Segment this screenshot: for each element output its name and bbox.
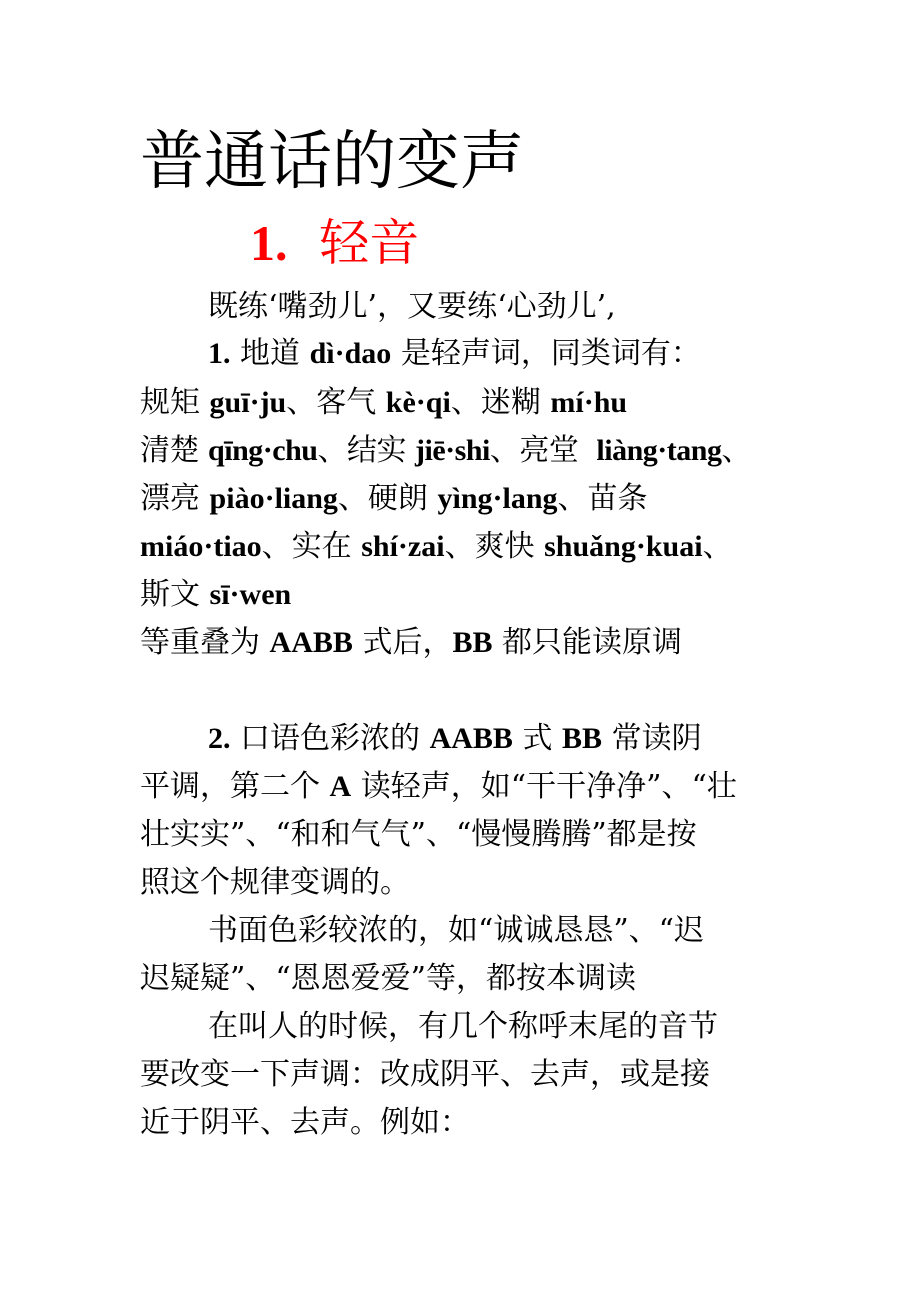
text: 读轻声，如“干干净净”、“壮 <box>360 769 737 804</box>
word: 、亮堂 <box>489 433 579 468</box>
text-line-15: 在叫人的时候，有几个称呼末尾的音节 <box>208 1009 718 1044</box>
text-line-5 <box>140 476 648 522</box>
pattern: BB <box>562 722 603 755</box>
text-line-11: 壮实实”、“和和气气”、“慢慢腾腾”都是按 <box>140 817 697 852</box>
pattern: A <box>329 770 352 803</box>
pinyin: miáo·tiao <box>140 530 262 563</box>
word: 、苗条 <box>557 481 648 516</box>
text: 口语色彩浓的 <box>240 721 421 756</box>
pinyin: dì·dao <box>309 337 392 370</box>
text-line-14: 迟疑疑”、“恩恩爱爱”等，都按本调读 <box>140 961 637 996</box>
page-title: 普通话的变声 <box>140 125 524 199</box>
text: 等重叠为 <box>140 625 260 660</box>
text: 都只能读原调 <box>502 625 683 660</box>
text-line-3 <box>140 380 627 426</box>
pattern: AABB <box>429 722 513 755</box>
word: 、实在 <box>261 529 352 564</box>
section-heading <box>250 212 419 274</box>
section-number: 1. <box>250 215 288 271</box>
word: 、爽快 <box>444 529 535 564</box>
word: 、结实 <box>317 433 406 468</box>
pinyin: shuǎng·kuai <box>544 530 703 563</box>
pattern: AABB <box>269 626 353 659</box>
text-line-1: 既练‘嘴劲儿’，又要练‘心劲儿’, <box>208 289 616 324</box>
word: 斯文 <box>140 577 200 612</box>
pinyin: shí·zai <box>361 530 445 563</box>
pinyin: piào·liang <box>209 482 338 515</box>
word: 、迷糊 <box>450 385 541 420</box>
pinyin: mí·hu <box>550 386 628 419</box>
word: 、硬朗 <box>337 481 428 516</box>
word: 清楚 <box>140 433 199 468</box>
text: 式 <box>522 721 553 756</box>
text-line-12: 照这个规律变调的。 <box>140 865 410 900</box>
text-line-13: 书面色彩较浓的，如“诚诚恳恳”、“迟 <box>208 913 705 948</box>
word: 规矩 <box>140 385 200 420</box>
word: 、客气 <box>286 385 377 420</box>
text: 是轻声词，同类词有： <box>400 336 701 371</box>
item-number: 1. <box>208 337 231 370</box>
pinyin: liàng·tang <box>596 434 722 467</box>
text-line-6 <box>140 524 733 570</box>
text: 式后， <box>362 625 453 660</box>
text-line-17: 近于阴平、去声。例如： <box>140 1105 470 1140</box>
pinyin: sī·wen <box>209 578 292 611</box>
pinyin: kè·qi <box>385 386 451 419</box>
word: 、 <box>721 433 751 468</box>
word: 地道 <box>240 336 301 371</box>
pinyin: jiē·shi <box>415 434 490 467</box>
text-line-2 <box>208 331 701 377</box>
pinyin: guī·ju <box>209 386 287 419</box>
pattern: BB <box>452 626 493 659</box>
section-title: 轻音 <box>319 214 420 272</box>
item-number: 2. <box>208 722 231 755</box>
text-line-7 <box>140 572 291 618</box>
text: 常读阴 <box>611 721 702 756</box>
text-line-8 <box>140 620 682 666</box>
pinyin: qīng·chu <box>208 434 318 467</box>
text-line-10 <box>140 764 737 810</box>
word: 、 <box>702 529 733 564</box>
text-line-9 <box>208 716 702 762</box>
text-line-16: 要改变一下声调：改成阴平、去声，或是接 <box>140 1057 710 1092</box>
text: 平调，第二个 <box>140 769 320 804</box>
text-line-4 <box>140 428 751 474</box>
pinyin: yìng·lang <box>437 482 558 515</box>
word: 漂亮 <box>140 481 200 516</box>
